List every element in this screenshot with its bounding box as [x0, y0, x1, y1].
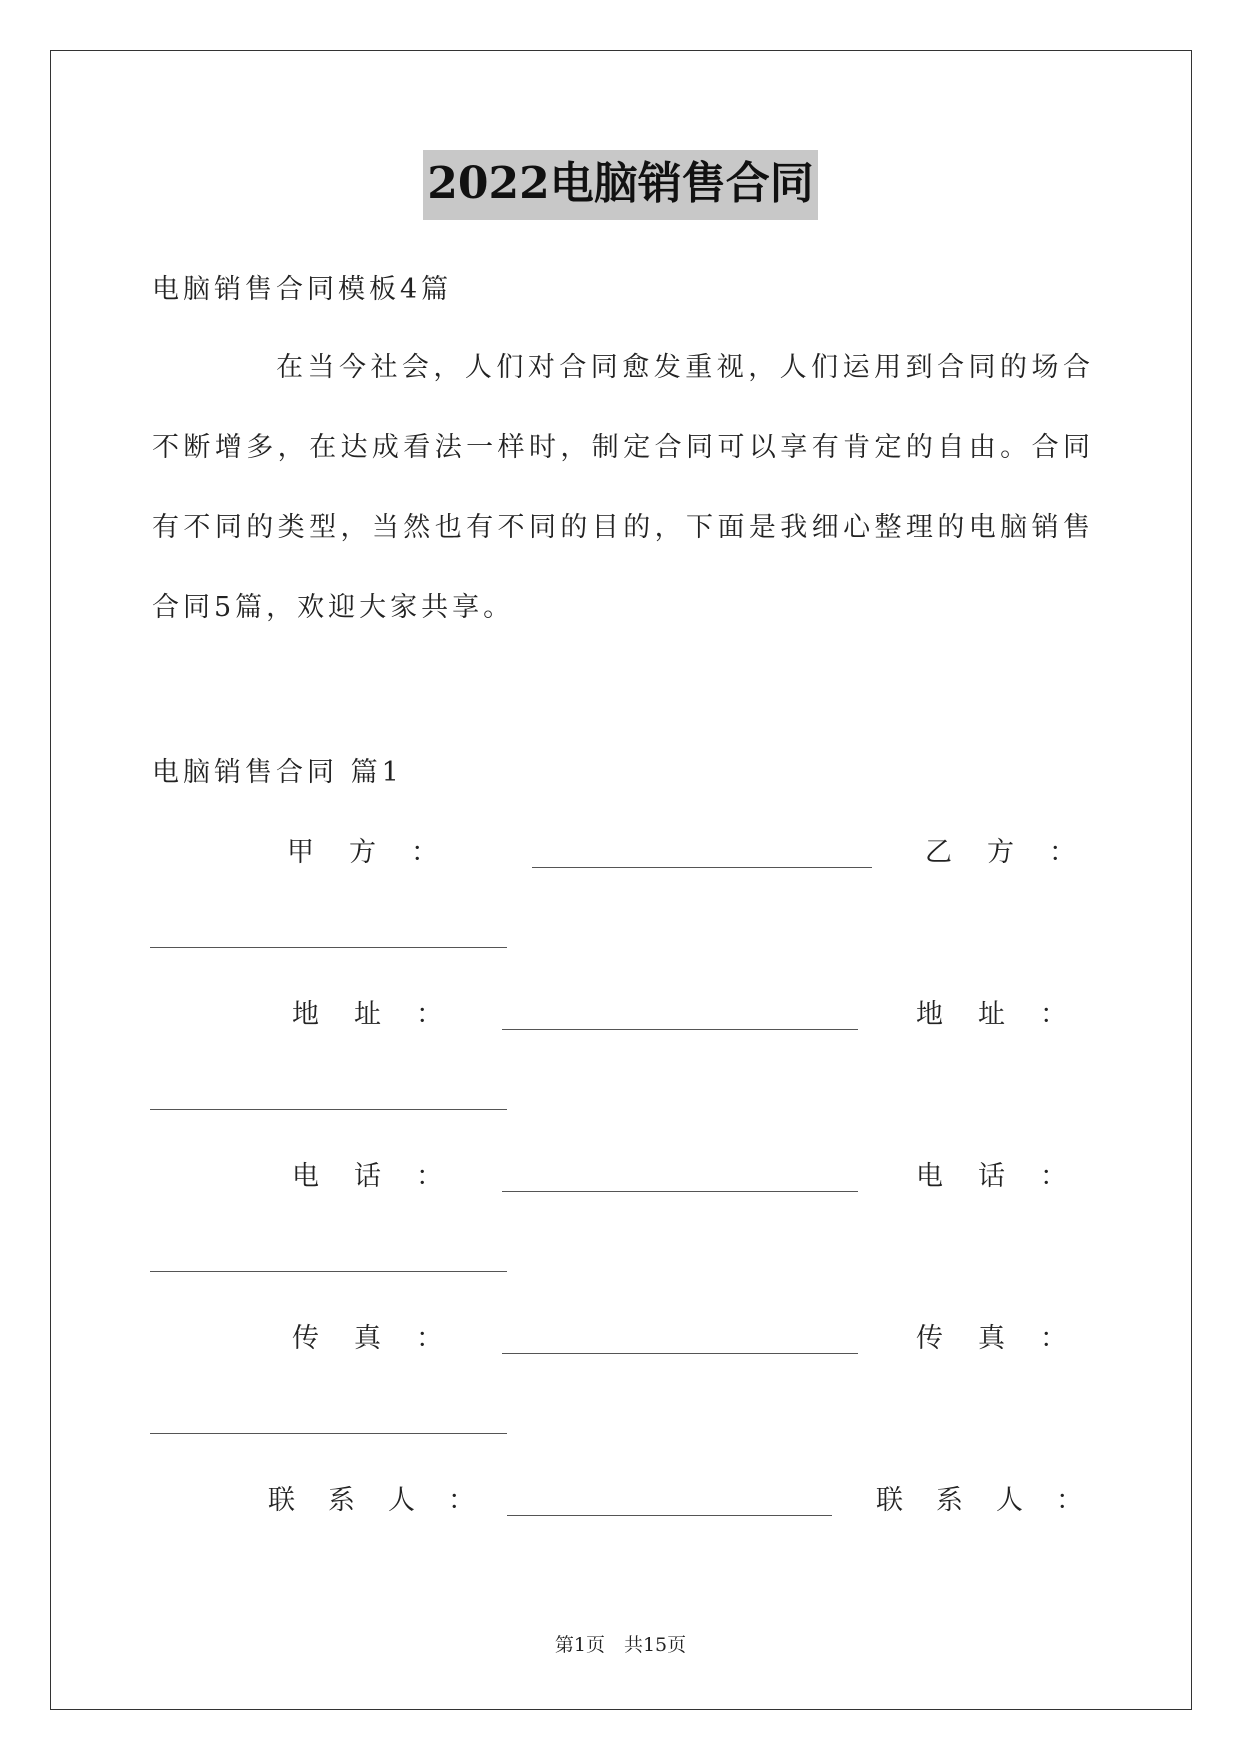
party-b-phone-label: 电 话 ：: [916, 1161, 1071, 1192]
title-container: [0, 150, 1241, 220]
party-b-address-label: 地 址 ：: [916, 999, 1071, 1030]
field-row-address: [0, 995, 1241, 1035]
party-a-blank[interactable]: [532, 867, 872, 868]
intro-line-3: 有不同的类型，当然也有不同的目的，下面是我细心整理的电脑销售: [152, 512, 1090, 543]
intro-line-4: 合同5篇，欢迎大家共享。: [152, 592, 515, 623]
intro-line-1: 在当今社会，人们对合同愈发重视，人们运用到合同的场合: [276, 352, 1090, 383]
party-a-phone-label: 电 话 ：: [292, 1161, 447, 1192]
intro-line-2: 不断增多，在达成看法一样时，制定合同可以享有肯定的自由。合同: [152, 432, 1090, 463]
field-row-fax: [0, 1319, 1241, 1359]
party-a-address-label: 地 址 ：: [292, 999, 447, 1030]
party-a-fax-label: 传 真 ：: [292, 1323, 447, 1354]
party-a-contact-blank[interactable]: [507, 1515, 832, 1516]
page-footer: 第1页 共15页: [554, 1634, 687, 1656]
party-b-label: 乙 方 ：: [925, 837, 1080, 868]
party-a-fax-blank[interactable]: [502, 1353, 858, 1354]
field-row-contact: [0, 1481, 1241, 1521]
party-b-contact-label: 联 系 人 ：: [876, 1485, 1086, 1516]
party-a-address-blank[interactable]: [502, 1029, 858, 1030]
party-b-fax-blank[interactable]: [150, 1433, 507, 1434]
party-b-blank[interactable]: [150, 947, 507, 948]
field-row-party: [0, 833, 1241, 873]
field-row-phone: [0, 1157, 1241, 1197]
document-subtitle: 电脑销售合同模板4篇: [152, 274, 453, 305]
party-a-phone-blank[interactable]: [502, 1191, 858, 1192]
document-title: 2022电脑销售合同: [423, 150, 817, 220]
party-a-label: 甲 方 ：: [287, 837, 442, 868]
party-b-phone-blank[interactable]: [150, 1271, 507, 1272]
party-b-fax-label: 传 真 ：: [916, 1323, 1071, 1354]
party-b-address-blank[interactable]: [150, 1109, 507, 1110]
section-heading: 电脑销售合同 篇1: [152, 757, 403, 788]
party-a-contact-label: 联 系 人 ：: [268, 1485, 478, 1516]
